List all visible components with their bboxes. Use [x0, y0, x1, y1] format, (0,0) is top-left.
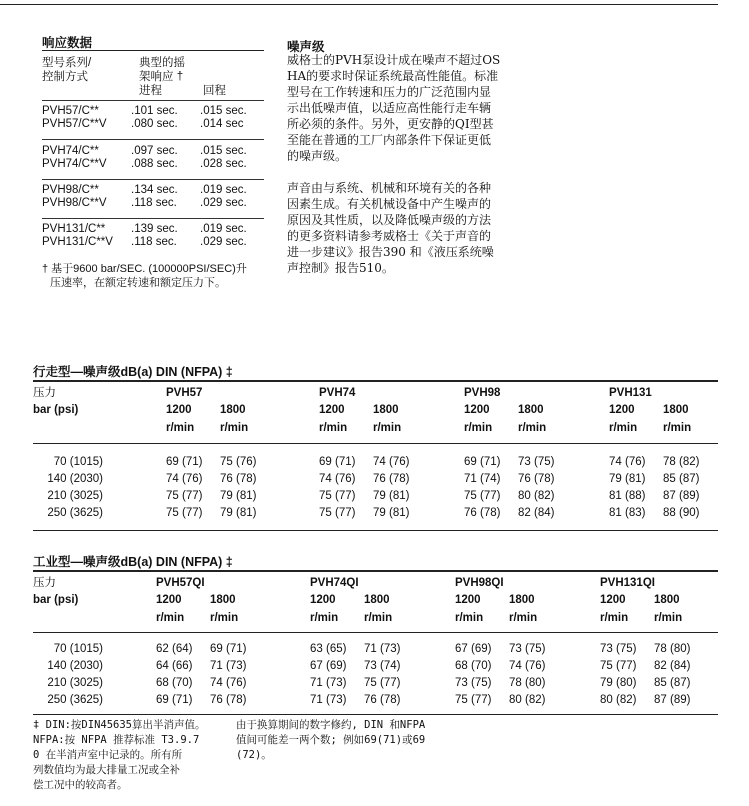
- text-line: 威格士的PVH泵设计成在噪声不超过OS: [287, 53, 501, 67]
- noise-value: 75 (77): [464, 490, 501, 502]
- noise-value: 80 (82): [600, 694, 637, 706]
- text-line: ‡ DIN:按DIN45635算出半消声值。: [33, 719, 206, 731]
- noise-value: 76 (78): [373, 473, 410, 485]
- speed-unit: r/min: [156, 612, 185, 624]
- text-line: 至能在普通的工厂内部条件下保证更低: [287, 133, 492, 147]
- response-rule-top: [42, 50, 264, 51]
- speed-unit: r/min: [663, 422, 692, 434]
- noise-value: 75 (77): [364, 677, 401, 689]
- response-return: .015 sec.: [200, 145, 247, 157]
- text-line: 因素生成。有关机械设备中产生噪声的: [287, 197, 492, 211]
- noise-value: 71 (73): [310, 694, 347, 706]
- noise-value: 73 (75): [455, 677, 492, 689]
- model-header: PVH74QI: [310, 577, 359, 589]
- response-model: PVH57/C**: [42, 105, 99, 117]
- speed-header: 1200: [464, 404, 490, 416]
- noise-value: 79 (80): [600, 677, 637, 689]
- noise-value: 67 (69): [310, 660, 347, 672]
- speed-header: 1800: [210, 594, 236, 606]
- noise-value: 75 (77): [600, 660, 637, 672]
- pressure-value: 250 (3625): [47, 694, 103, 706]
- speed-unit: r/min: [220, 422, 249, 434]
- noise-value: 76 (78): [518, 473, 555, 485]
- response-group-rule: [42, 139, 264, 140]
- speed-unit: r/min: [166, 422, 195, 434]
- noise-value: 73 (74): [364, 660, 401, 672]
- text-line: 进一步建议》报告390 和《液压系统噪: [287, 245, 494, 259]
- noise-value: 75 (77): [319, 507, 356, 519]
- response-model: PVH74/C**: [42, 145, 99, 157]
- speed-header: 1200: [166, 404, 192, 416]
- mobile-table-title: 行走型—噪声级dB(a) DIN (NFPA) ‡: [33, 365, 233, 379]
- mobile-table-rule-top: [33, 380, 718, 382]
- text-line: 列数值均为最大排量工况或全补: [33, 764, 180, 776]
- response-stroke: .088 sec.: [131, 158, 178, 170]
- noise-value: 68 (70): [156, 677, 193, 689]
- pressure-unit-label: bar (psi): [33, 594, 79, 606]
- response-header-return: 回程: [203, 85, 226, 97]
- model-header: PVH74: [319, 387, 356, 399]
- response-return: .019 sec.: [200, 223, 247, 235]
- model-header: PVH98QI: [455, 577, 504, 589]
- noise-value: 69 (71): [210, 643, 247, 655]
- noise-value: 75 (77): [166, 507, 203, 519]
- noise-value: 69 (71): [166, 456, 203, 468]
- noise-value: 63 (65): [310, 643, 347, 655]
- speed-header: 1200: [609, 404, 635, 416]
- noise-value: 64 (66): [156, 660, 193, 672]
- noise-value: 78 (80): [509, 677, 546, 689]
- noise-value: 80 (82): [509, 694, 546, 706]
- text-line: NFPA:按 NFPA 推荐标准 T3.9.7: [33, 734, 200, 746]
- noise-value: 67 (69): [455, 643, 492, 655]
- speed-header: 1200: [600, 594, 626, 606]
- speed-header: 1800: [663, 404, 689, 416]
- speed-unit: r/min: [609, 422, 638, 434]
- noise-value: 78 (80): [654, 643, 691, 655]
- response-model: PVH98/C**V: [42, 197, 107, 209]
- text-line: 偿工况中的较高者。: [33, 779, 128, 791]
- industrial-table-rule-mid: [33, 632, 718, 633]
- response-stroke: .080 sec.: [131, 118, 178, 130]
- noise-value: 75 (77): [319, 490, 356, 502]
- noise-value: 79 (81): [609, 473, 646, 485]
- response-stroke: .118 sec.: [131, 236, 177, 248]
- pressure-label: 压力: [33, 387, 56, 399]
- response-header-model: 型号系列/ 控制方式: [42, 57, 92, 83]
- noise-value: 74 (76): [210, 677, 247, 689]
- noise-value: 79 (81): [220, 507, 257, 519]
- response-rule: [42, 100, 264, 101]
- speed-header: 1200: [319, 404, 345, 416]
- speed-unit: r/min: [210, 612, 239, 624]
- response-model: PVH57/C**V: [42, 118, 107, 130]
- noise-value: 75 (77): [455, 694, 492, 706]
- speed-header: 1800: [509, 594, 535, 606]
- model-header: PVH131QI: [600, 577, 655, 589]
- text-line: 的更多资料请参考威格士《关于声音的: [287, 229, 492, 243]
- text-line: 所必须的条件。另外，更安静的QI型甚: [287, 117, 494, 131]
- noise-value: 71 (74): [464, 473, 501, 485]
- speed-unit: r/min: [654, 612, 683, 624]
- noise-title: 噪声级: [287, 40, 325, 54]
- noise-value: 74 (76): [166, 473, 203, 485]
- noise-value: 80 (82): [518, 490, 555, 502]
- noise-value: 73 (75): [509, 643, 546, 655]
- noise-value: 69 (71): [319, 456, 356, 468]
- response-return: .029 sec.: [200, 236, 247, 248]
- response-stroke: .139 sec.: [131, 223, 178, 235]
- top-rule: [0, 4, 718, 5]
- response-return: .014 sec: [200, 118, 244, 130]
- pressure-value: 70 (1015): [53, 643, 103, 655]
- pressure-value: 250 (3625): [47, 507, 103, 519]
- noise-value: 76 (78): [210, 694, 247, 706]
- model-header: PVH131: [609, 387, 652, 399]
- noise-value: 82 (84): [654, 660, 691, 672]
- noise-value: 74 (76): [509, 660, 546, 672]
- model-header: PVH57QI: [156, 577, 205, 589]
- noise-value: 62 (64): [156, 643, 193, 655]
- response-return: .028 sec.: [200, 158, 247, 170]
- noise-value: 73 (75): [518, 456, 555, 468]
- text-line: 0 在半消声室中记录的。所有所: [33, 749, 183, 761]
- noise-value: 69 (71): [464, 456, 501, 468]
- noise-value: 76 (78): [220, 473, 257, 485]
- noise-value: 71 (73): [310, 677, 347, 689]
- noise-value: 81 (88): [609, 490, 646, 502]
- response-header-stroke: 典型的摇 架响应 † 进程: [139, 57, 185, 97]
- text-line: 原因及其性质，以及降低噪声级的方法: [287, 213, 492, 227]
- response-title: 响应数据: [42, 36, 93, 50]
- response-return: .029 sec.: [200, 197, 247, 209]
- noise-value: 68 (70): [455, 660, 492, 672]
- speed-header: 1800: [364, 594, 390, 606]
- noise-value: 74 (76): [319, 473, 356, 485]
- text-line: 值间可能差一两个数; 例如69(71)或69: [236, 734, 426, 746]
- noise-value: 73 (75): [600, 643, 637, 655]
- speed-unit: r/min: [464, 422, 493, 434]
- response-model: PVH131/C**V: [42, 236, 113, 248]
- noise-value: 79 (81): [373, 490, 410, 502]
- response-stroke: .101 sec.: [131, 105, 178, 117]
- noise-value: 81 (83): [609, 507, 646, 519]
- text-line: 的噪声级。: [287, 149, 348, 163]
- response-model: PVH98/C**: [42, 184, 99, 196]
- text-line: (72)。: [236, 749, 272, 761]
- noise-value: 82 (84): [518, 507, 555, 519]
- noise-value: 85 (87): [654, 677, 691, 689]
- speed-unit: r/min: [509, 612, 538, 624]
- pressure-value: 210 (3025): [47, 490, 103, 502]
- speed-header: 1800: [518, 404, 544, 416]
- industrial-table-title: 工业型—噪声级dB(a) DIN (NFPA) ‡: [33, 555, 233, 569]
- speed-unit: r/min: [518, 422, 547, 434]
- response-model: PVH131/C**: [42, 223, 106, 235]
- model-header: PVH57: [166, 387, 203, 399]
- mobile-table-rule-mid: [33, 443, 718, 444]
- pressure-value: 140 (2030): [47, 660, 103, 672]
- pressure-unit-label: bar (psi): [33, 404, 79, 416]
- speed-unit: r/min: [600, 612, 629, 624]
- speed-header: 1800: [373, 404, 399, 416]
- response-model: PVH74/C**V: [42, 158, 107, 170]
- text-line: 示出低噪声值，以适应高性能行走车辆: [287, 101, 492, 115]
- speed-unit: r/min: [310, 612, 339, 624]
- noise-value: 75 (77): [166, 490, 203, 502]
- response-return: .019 sec.: [200, 184, 247, 196]
- noise-paragraph-2: [287, 180, 522, 276]
- speed-header: 1200: [310, 594, 336, 606]
- speed-header: 1800: [220, 404, 246, 416]
- response-stroke: .118 sec.: [131, 197, 177, 209]
- noise-value: 76 (78): [464, 507, 501, 519]
- industrial-table-rule-bottom: [33, 714, 718, 715]
- response-group-rule: [42, 218, 264, 219]
- speed-header: 1200: [455, 594, 481, 606]
- footnote-left: [33, 718, 233, 793]
- text-line: 声音由与系统、机械和环境有关的各种: [287, 181, 492, 195]
- noise-value: 87 (89): [654, 694, 691, 706]
- speed-unit: r/min: [319, 422, 348, 434]
- model-header: PVH98: [464, 387, 501, 399]
- noise-value: 85 (87): [663, 473, 700, 485]
- response-footnote: † 基于9600 bar/SEC. (100000PSI/SEC)升 压速率，在额定转速和额定压力下。: [42, 263, 247, 289]
- speed-header: 1200: [156, 594, 182, 606]
- noise-value: 74 (76): [609, 456, 646, 468]
- noise-value: 79 (81): [220, 490, 257, 502]
- response-stroke: .097 sec.: [131, 145, 178, 157]
- mobile-table-rule-bottom: [33, 530, 718, 531]
- text-line: HA的要求时保证系统最高性能值。标准: [287, 69, 499, 83]
- noise-value: 74 (76): [373, 456, 410, 468]
- noise-value: 75 (76): [220, 456, 257, 468]
- noise-paragraph-1: [287, 52, 522, 164]
- response-stroke: .134 sec.: [131, 184, 178, 196]
- industrial-table-rule-top: [33, 570, 718, 572]
- pressure-value: 140 (2030): [47, 473, 103, 485]
- noise-value: 87 (89): [663, 490, 700, 502]
- text-line: 由于换算期间的数字修约, DIN 和NFPA: [236, 719, 426, 731]
- noise-value: 71 (73): [210, 660, 247, 672]
- text-line: 声控制》报告510。: [287, 261, 394, 275]
- noise-value: 79 (81): [373, 507, 410, 519]
- noise-value: 78 (82): [663, 456, 700, 468]
- noise-value: 69 (71): [156, 694, 193, 706]
- pressure-value: 210 (3025): [47, 677, 103, 689]
- noise-value: 88 (90): [663, 507, 700, 519]
- noise-value: 76 (78): [364, 694, 401, 706]
- speed-unit: r/min: [364, 612, 393, 624]
- speed-unit: r/min: [455, 612, 484, 624]
- response-group-rule: [42, 179, 264, 180]
- text-line: 型号在工作转速和压力的广泛范围内显: [287, 85, 492, 99]
- response-return: .015 sec.: [200, 105, 247, 117]
- noise-value: 71 (73): [364, 643, 401, 655]
- pressure-label: 压力: [33, 577, 56, 589]
- speed-header: 1800: [654, 594, 680, 606]
- footnote-right: [236, 718, 476, 763]
- speed-unit: r/min: [373, 422, 402, 434]
- pressure-value: 70 (1015): [53, 456, 103, 468]
